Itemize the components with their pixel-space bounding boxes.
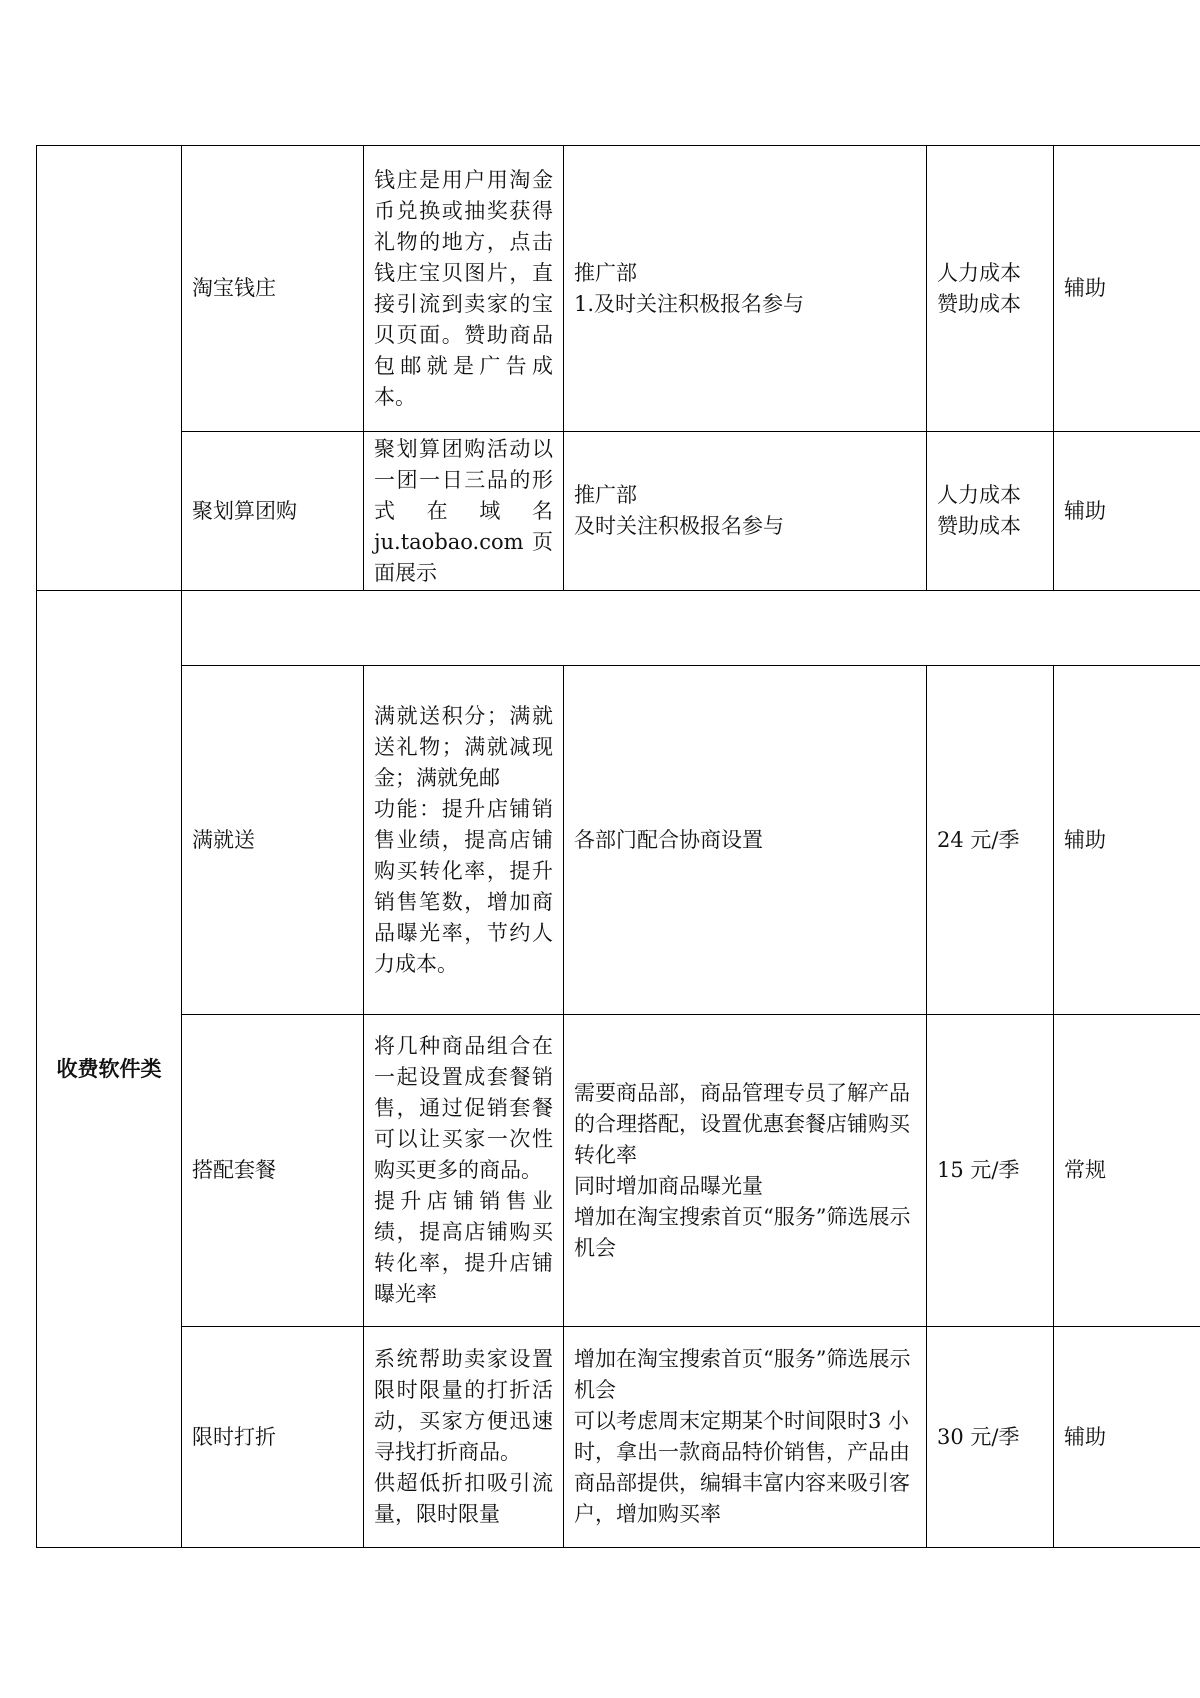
item-name: 淘宝钱庄	[192, 276, 276, 300]
item-plan: 增加在淘宝搜索首页“服务”筛选展示机会 可以考虑周末定期某个时间限时3 小时，拿出一款商品特价销售，产品由商品部提供，编辑丰富内容来吸引客户，增加购买率	[574, 1347, 911, 1526]
item-description: 系统帮助卖家设置限时限量的打折活动，买家方便迅速寻找打折商品。 供超低折扣吸引流量，限时限量	[374, 1347, 553, 1526]
item-description-cell	[364, 1327, 564, 1548]
category-label: 收费软件类	[56, 1056, 162, 1081]
item-name-cell	[182, 1015, 364, 1327]
item-name-cell	[182, 666, 364, 1015]
category-cell	[37, 591, 182, 1548]
item-type: 辅助	[1064, 827, 1106, 852]
item-plan-cell	[564, 432, 927, 591]
item-name: 满就送	[192, 827, 255, 852]
item-cost-cell	[927, 666, 1054, 1015]
item-plan-cell	[564, 1327, 927, 1548]
item-plan: 推广部 1.及时关注积极报名参与	[574, 260, 805, 316]
item-description: 将几种商品组合在一起设置成套餐销售，通过促销套餐可以让买家一次性购买更多的商品。 提升店铺销售业绩，提高店铺购买转化率，提升店铺曝光率	[374, 1034, 553, 1306]
item-type: 辅助	[1064, 498, 1106, 523]
item-type-cell	[1054, 1015, 1200, 1327]
item-name: 搭配套餐	[192, 1158, 276, 1182]
item-type: 辅助	[1064, 1424, 1106, 1449]
item-description-cell	[364, 666, 564, 1015]
item-description: 聚划算团购活动以一团一日三品的形式在域名ju.taobao.com 页面展示	[374, 436, 553, 585]
item-cost: 人力成本 赞助成本	[937, 483, 1021, 538]
item-type-cell	[1054, 666, 1200, 1015]
table-row-empty	[37, 591, 1200, 666]
item-description-cell	[364, 432, 564, 591]
table-row	[37, 432, 1200, 591]
table-row	[37, 1327, 1200, 1548]
item-plan: 各部门配合协商设置	[574, 827, 763, 852]
empty-row-cell	[182, 591, 1200, 666]
item-plan-cell	[564, 666, 927, 1015]
table-row	[37, 146, 1200, 432]
item-type-cell	[1054, 1327, 1200, 1548]
item-description: 满就送积分；满就送礼物；满就减现金；满就免邮 功能：提升店铺销售业绩，提高店铺购买转化率，提升销售笔数，增加商品曝光率，节约人力成本。	[374, 703, 553, 976]
table-row	[37, 1015, 1200, 1327]
item-cost: 人力成本 赞助成本	[937, 260, 1021, 316]
item-cost: 24 元/季	[937, 827, 1020, 852]
item-plan-cell	[564, 146, 927, 432]
item-cost: 30 元/季	[937, 1424, 1020, 1449]
item-name-cell	[182, 146, 364, 432]
item-type: 常规	[1064, 1158, 1106, 1182]
item-cost-cell	[927, 432, 1054, 591]
item-type: 辅助	[1064, 276, 1106, 300]
item-cost-cell	[927, 146, 1054, 432]
item-name-cell	[182, 1327, 364, 1548]
item-name: 聚划算团购	[192, 498, 297, 523]
item-name-cell	[182, 432, 364, 591]
promotion-table	[36, 145, 1200, 1548]
item-cost: 15 元/季	[937, 1158, 1020, 1182]
item-name: 限时打折	[192, 1424, 276, 1449]
item-type-cell	[1054, 432, 1200, 591]
item-description: 钱庄是用户用淘金币兑换或抽奖获得礼物的地方，点击钱庄宝贝图片，直接引流到卖家的宝贝页面。赞助商品包邮就是广告成本。	[374, 167, 553, 409]
item-description-cell	[364, 1015, 564, 1327]
item-type-cell	[1054, 146, 1200, 432]
item-cost-cell	[927, 1327, 1054, 1548]
category-cell-empty	[37, 146, 182, 591]
item-cost-cell	[927, 1015, 1054, 1327]
item-plan-cell	[564, 1015, 927, 1327]
item-description-cell	[364, 146, 564, 432]
item-plan: 推广部 及时关注积极报名参与	[574, 483, 784, 538]
table-row	[37, 666, 1200, 1015]
item-plan: 需要商品部，商品管理专员了解产品的合理搭配，设置优惠套餐店铺购买转化率 同时增加商品曝光量 增加在淘宝搜索首页“服务”筛选展示机会	[574, 1080, 911, 1260]
